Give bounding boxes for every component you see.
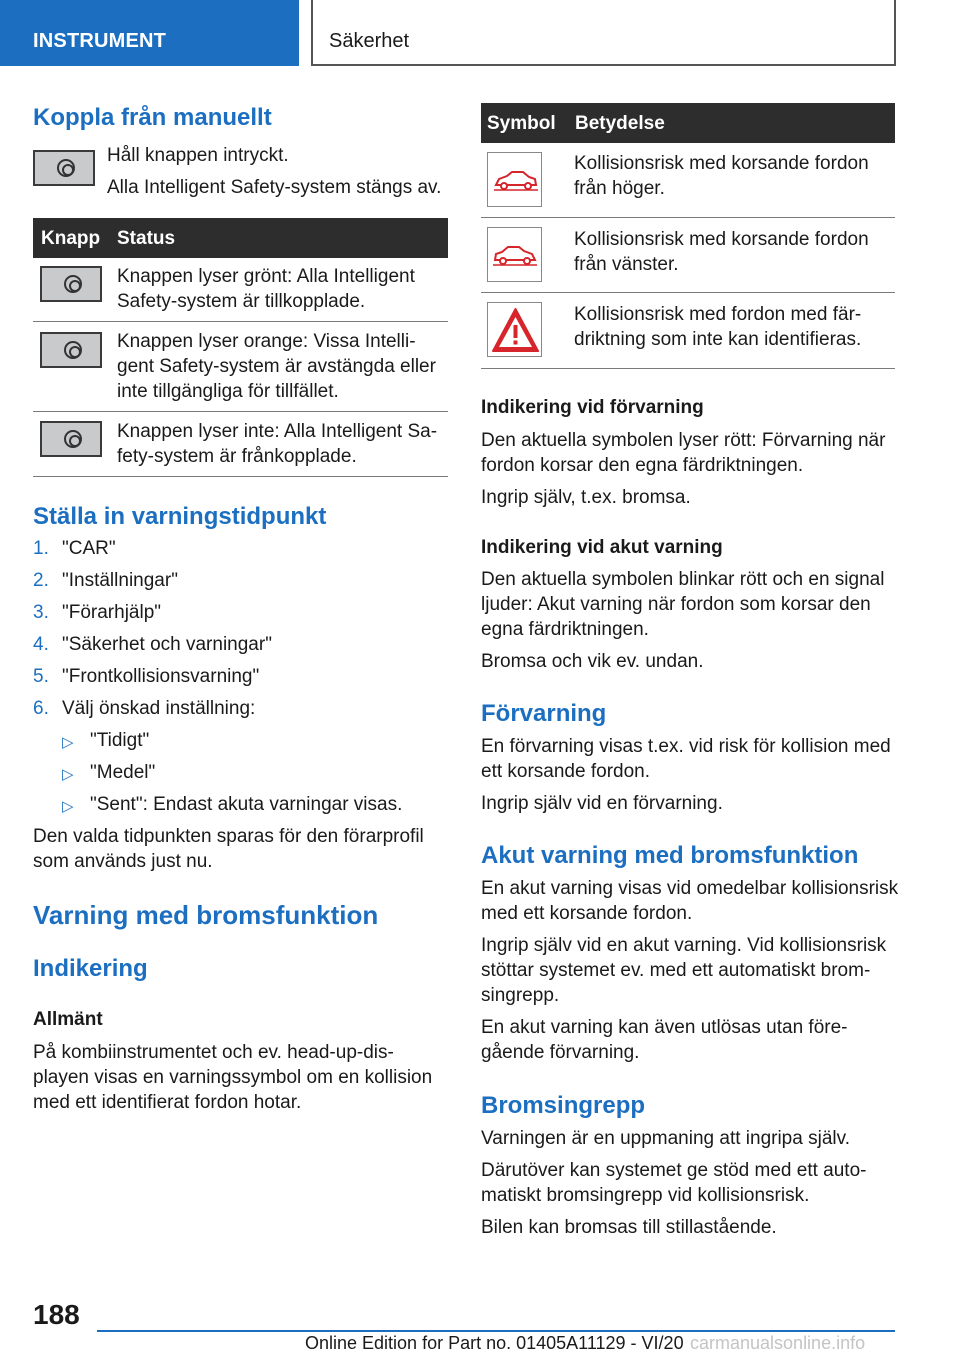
row-divider bbox=[33, 476, 448, 477]
watermark[interactable]: carmanualsonline.info bbox=[690, 1333, 866, 1353]
row-divider bbox=[481, 217, 895, 218]
manual-line-1: Håll knappen intryckt. bbox=[107, 145, 289, 166]
safety-button-icon bbox=[33, 150, 95, 186]
row-divider bbox=[481, 368, 895, 369]
forv-line-1: En förvarning visas t.ex. vid risk för kollision med bbox=[481, 736, 891, 757]
button-off-icon bbox=[40, 421, 102, 457]
akut-c-2: gående förvarning. bbox=[481, 1042, 640, 1063]
heading-acute-brake: Akut varning med bromsfunktion bbox=[481, 842, 859, 869]
steps-list bbox=[33, 536, 448, 728]
akut-c-1: En akut varning kan även utlösas utan före- bbox=[481, 1017, 848, 1038]
status-row-1-line-2: Safety-system är tillkopplade. bbox=[117, 291, 366, 312]
heading-general: Allmänt bbox=[33, 1009, 103, 1030]
akut-a-2: med ett korsande fordon. bbox=[481, 903, 693, 924]
col-knapp: Knapp bbox=[41, 228, 101, 249]
bi-line-3: matiskt bromsingrepp vid kollisionsrisk. bbox=[481, 1185, 810, 1206]
acute-line-3: egna färdriktningen. bbox=[481, 619, 649, 640]
pre-line-1: Den aktuella symbolen lyser rött: Förvarning när bbox=[481, 430, 886, 451]
triangle-bullet-icon: ▷ bbox=[62, 798, 74, 815]
list-item: 2. "Inställningar" bbox=[33, 570, 178, 591]
acute-line-1: Den aktuella symbolen blinkar rött och en signal bbox=[481, 569, 885, 590]
bi-line-2: Därutöver kan systemet ge stöd med ett auto- bbox=[481, 1160, 867, 1181]
list-item: 3. "Förarhjälp" bbox=[33, 602, 162, 623]
list-item: 6. Välj önskad inställning: bbox=[33, 698, 256, 719]
page-number: 188 bbox=[33, 1299, 80, 1330]
symbol-row-1-line-2: från höger. bbox=[574, 178, 665, 199]
akut-b-2: stöttar systemet ev. med ett automatiskt brom- bbox=[481, 960, 871, 981]
col-symbol: Symbol bbox=[487, 113, 556, 134]
heading-brake-warning: Varning med bromsfunktion bbox=[33, 900, 379, 930]
row-divider bbox=[33, 411, 448, 412]
status-table-header bbox=[33, 218, 448, 258]
symbol-row-3-line-2: driktning som inte kan identifieras. bbox=[574, 329, 862, 350]
status-row-2-line-3: inte tillgängliga för tillfället. bbox=[117, 381, 339, 402]
status-row-2-line-1: Knappen lyser orange: Vissa Intelli- bbox=[117, 331, 416, 352]
status-row-2-line-2: gent Safety-system är avstängda eller bbox=[117, 356, 436, 377]
heading-warning-time: Ställa in varningstidpunkt bbox=[33, 503, 327, 530]
col-meaning: Betydelse bbox=[575, 113, 665, 134]
bi-line-1: Varningen är en uppmaning att ingripa själv. bbox=[481, 1128, 850, 1149]
heading-prewarning: Förvarning bbox=[481, 700, 607, 727]
general-line-2: playen visas en varningssymbol om en kollision bbox=[33, 1067, 433, 1088]
forv-line-2: ett korsande fordon. bbox=[481, 761, 650, 782]
akut-a-1: En akut varning visas vid omedelbar kollisionsrisk bbox=[481, 878, 899, 899]
saved-note-2: som används just nu. bbox=[33, 851, 213, 872]
cross-traffic-left-icon bbox=[487, 227, 542, 282]
pre-action: Ingrip själv, t.ex. bromsa. bbox=[481, 487, 691, 508]
acute-line-2: ljuder: Akut varning när fordon som korsar den bbox=[481, 594, 871, 615]
edition-text: Online Edition for Part no. 01405A11129 - VI/20 bbox=[305, 1333, 684, 1353]
symbol-table-header bbox=[481, 103, 895, 143]
forv-action: Ingrip själv vid en förvarning. bbox=[481, 793, 723, 814]
general-line-3: med ett identifierat fordon hotar. bbox=[33, 1092, 302, 1113]
heading-acute-indication: Indikering vid akut varning bbox=[481, 537, 723, 558]
symbol-row-1-line-1: Kollisionsrisk med korsande fordon bbox=[574, 153, 869, 174]
triangle-bullet-icon: ▷ bbox=[62, 734, 74, 751]
list-item: 5. "Frontkollisionsvarning" bbox=[33, 666, 260, 687]
akut-b-3: singrepp. bbox=[481, 985, 560, 1006]
akut-b-1: Ingrip själv vid en akut varning. Vid kollisionsrisk bbox=[481, 935, 887, 956]
cross-traffic-right-icon bbox=[487, 152, 542, 207]
chapter-tab[interactable] bbox=[0, 0, 299, 66]
bi-line-4: Bilen kan bromsas till stillastående. bbox=[481, 1217, 777, 1238]
pre-line-2: fordon korsar den egna färdriktningen. bbox=[481, 455, 804, 476]
symbol-row-3-line-1: Kollisionsrisk med fordon med fär- bbox=[574, 304, 862, 325]
warning-triangle-icon bbox=[487, 302, 542, 357]
manual-line-2: Alla Intelligent Safety-system stängs av. bbox=[107, 177, 442, 198]
heading-brake-intervention: Bromsingrepp bbox=[481, 1092, 646, 1119]
heading-prewarning-indication: Indikering vid förvarning bbox=[481, 397, 704, 418]
footer-rule bbox=[97, 1330, 895, 1332]
row-divider bbox=[33, 321, 448, 322]
chapter-label: INSTRUMENT bbox=[33, 30, 167, 52]
status-row-3-line-2: fety-system är frånkopplade. bbox=[117, 446, 357, 467]
acute-action: Bromsa och vik ev. undan. bbox=[481, 651, 704, 672]
triangle-bullet-icon: ▷ bbox=[62, 766, 74, 783]
symbol-row-2-line-2: från vänster. bbox=[574, 254, 679, 275]
section-label: Säkerhet bbox=[329, 30, 410, 52]
status-row-1-line-1: Knappen lyser grönt: Alla Intelligent bbox=[117, 266, 415, 287]
list-item: 4. "Säkerhet och varningar" bbox=[33, 634, 272, 655]
button-orange-icon bbox=[40, 332, 102, 368]
section-header bbox=[311, 0, 896, 66]
saved-note-1: Den valda tidpunkten sparas för den förarprofil bbox=[33, 826, 424, 847]
col-status: Status bbox=[117, 228, 176, 249]
symbol-row-2-line-1: Kollisionsrisk med korsande fordon bbox=[574, 229, 869, 250]
list-item: 1. "CAR" bbox=[33, 538, 116, 559]
status-row-3-line-1: Knappen lyser inte: Alla Intelligent Sa- bbox=[117, 421, 438, 442]
row-divider bbox=[481, 292, 895, 293]
button-green-icon bbox=[40, 266, 102, 302]
heading-manual-off: Koppla från manuellt bbox=[33, 104, 272, 131]
heading-indication: Indikering bbox=[33, 955, 148, 982]
general-line-1: På kombiinstrumentet och ev. head-up-dis- bbox=[33, 1042, 394, 1063]
